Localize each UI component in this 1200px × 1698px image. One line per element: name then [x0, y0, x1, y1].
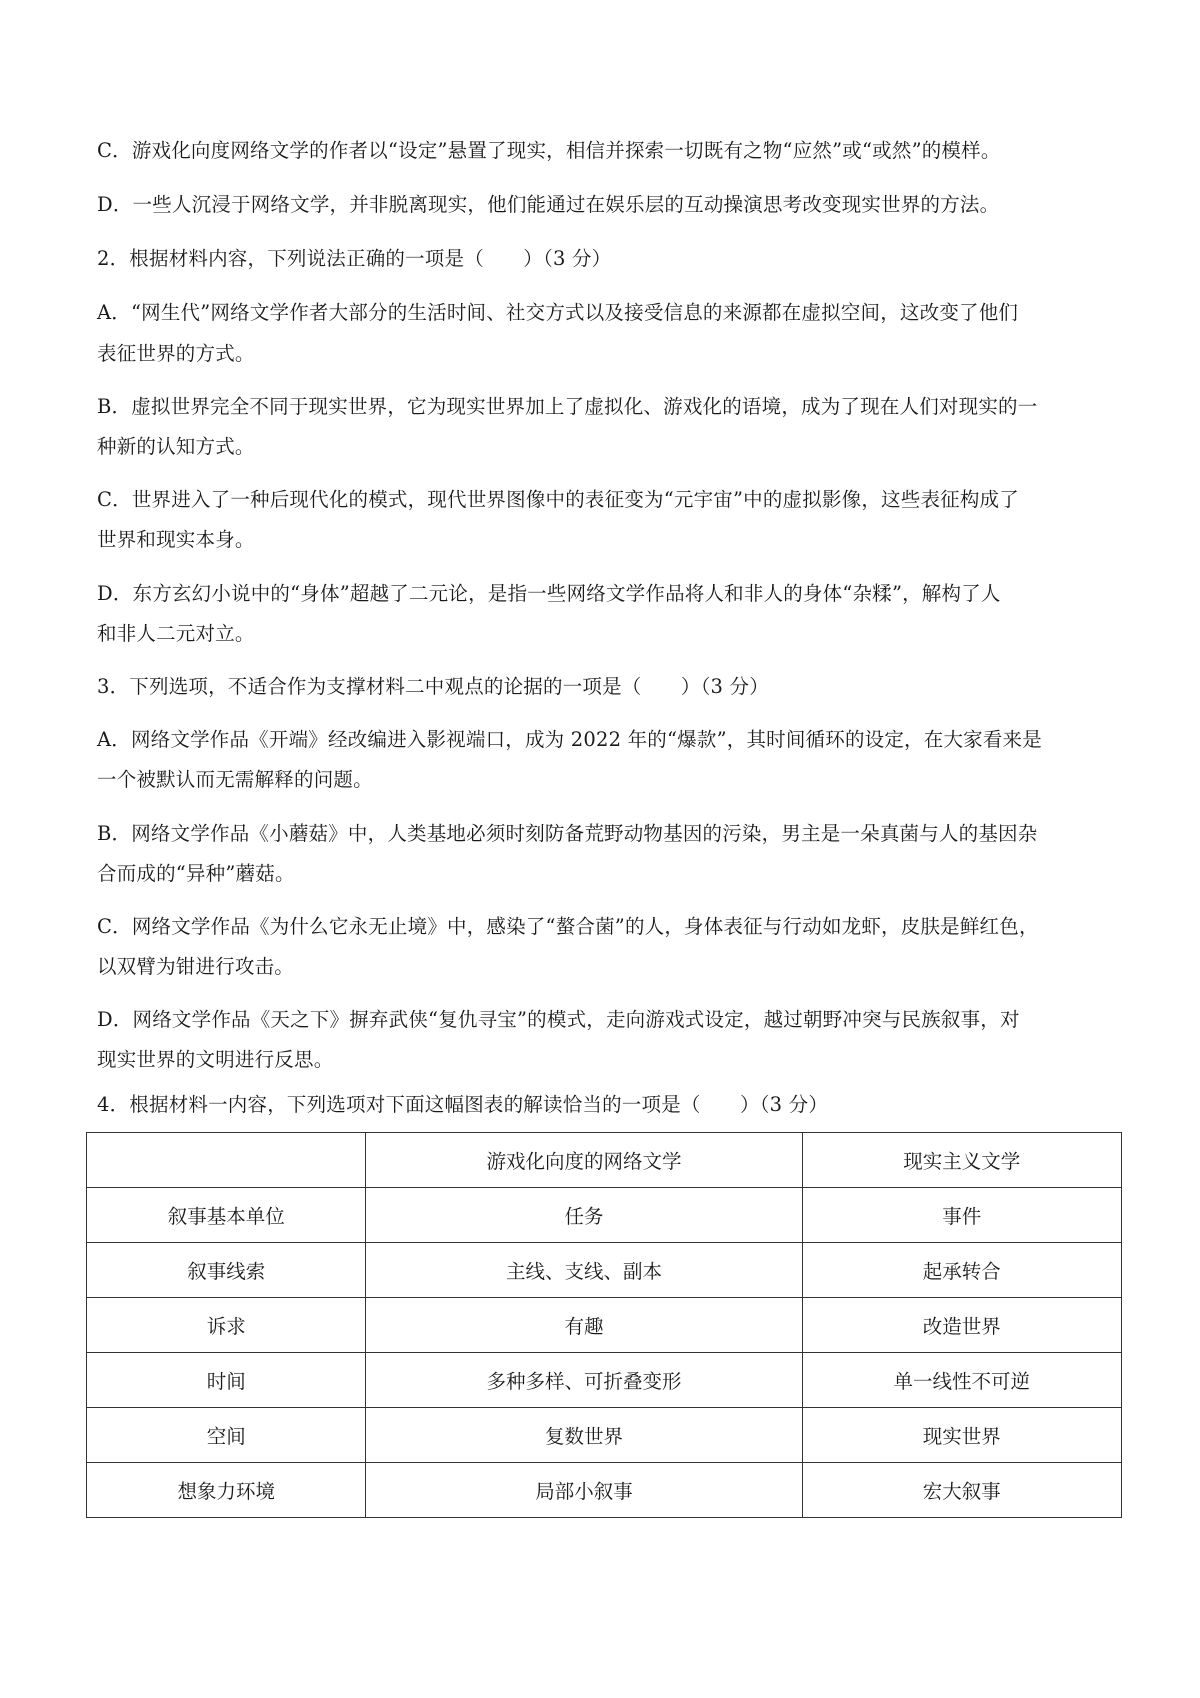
q1-option-d: D．一些人沉浸于网络文学，并非脱离现实，他们能通过在娱乐层的互动操演思考改变现实世界的方法。	[97, 193, 1000, 216]
q3-option-a-line1: A．网络文学作品《开端》经改编进入影视端口，成为 2022 年的“爆款”，其时间循环的设定，在大家看来是	[97, 728, 1042, 751]
q2-option-a-line1: A．“网生代”网络文学作者大部分的生活时间、社交方式以及接受信息的来源都在虚拟空间，这改变了他们	[97, 301, 1019, 324]
q2-option-d-line2: 和非人二元对立。	[97, 622, 255, 645]
table-cell: 局部小叙事	[366, 1463, 802, 1518]
table-cell: 起承转合	[802, 1243, 1121, 1298]
comparison-table	[86, 1132, 1122, 1518]
q2-option-b-line1: B．虚拟世界完全不同于现实世界，它为现实世界加上了虚拟化、游戏化的语境，成为了现在人们对现实的一	[97, 395, 1038, 418]
q3-option-a-line2: 一个被默认而无需解释的问题。	[97, 768, 373, 791]
table-row	[87, 1188, 1122, 1243]
table-cell: 时间	[87, 1353, 366, 1408]
q1-option-c: C．游戏化向度网络文学的作者以“设定”悬置了现实，相信并探索一切既有之物“应然”或“或然”的模样。	[97, 139, 1001, 162]
q2-option-d-line1: D．东方玄幻小说中的“身体”超越了二元论，是指一些网络文学作品将人和非人的身体“杂糅”，解构了人	[97, 582, 1001, 605]
q3-option-b-line2: 合而成的“异种”蘑菇。	[97, 862, 295, 885]
q3-option-b-line1: B．网络文学作品《小蘑菇》中，人类基地必须时刻防备荒野动物基因的污染，男主是一朵真菌与人的基因杂	[97, 822, 1038, 845]
q2-option-c-line1: C．世界进入了一种后现代化的模式，现代世界图像中的表征变为“元宇宙”中的虚拟影像，这些表征构成了	[97, 488, 1019, 511]
table-cell: 主线、支线、副本	[366, 1243, 802, 1298]
table-cell: 多种多样、可折叠变形	[366, 1353, 802, 1408]
table-cell: 想象力环境	[87, 1463, 366, 1518]
table-cell: 叙事基本单位	[87, 1188, 366, 1243]
q2-option-c-line2: 世界和现实本身。	[97, 528, 255, 551]
table-row	[87, 1243, 1122, 1298]
q3-option-c-line2: 以双臂为钳进行攻击。	[97, 955, 295, 978]
q3-option-c-line1: C．网络文学作品《为什么它永无止境》中，感染了“螯合菌”的人，身体表征与行动如龙虾，皮肤是鲜红色，	[97, 915, 1039, 938]
table-cell: 诉求	[87, 1298, 366, 1353]
table-cell: 改造世界	[802, 1298, 1121, 1353]
table-row	[87, 1353, 1122, 1408]
table-cell: 宏大叙事	[802, 1463, 1121, 1518]
table-cell: 空间	[87, 1408, 366, 1463]
table-header-cell: 游戏化向度的网络文学	[366, 1133, 802, 1188]
table-header-cell: 现实主义文学	[802, 1133, 1121, 1188]
table-cell: 单一线性不可逆	[802, 1353, 1121, 1408]
table-cell: 任务	[366, 1188, 802, 1243]
table-row	[87, 1408, 1122, 1463]
table-row	[87, 1463, 1122, 1518]
q3-stem: 3．下列选项，不适合作为支撑材料二中观点的论据的一项是（ ）（3 分）	[97, 675, 769, 698]
q3-option-d-line1: D．网络文学作品《天之下》摒弃武侠“复仇寻宝”的模式，走向游戏式设定，越过朝野冲突与民族叙事，对	[97, 1008, 1020, 1031]
q4-stem: 4．根据材料一内容，下列选项对下面这幅图表的解读恰当的一项是（ ）（3 分）	[97, 1093, 829, 1116]
table-header-row	[87, 1133, 1122, 1188]
q2-option-a-line2: 表征世界的方式。	[97, 342, 255, 365]
table-header-cell	[87, 1133, 366, 1188]
table-row	[87, 1298, 1122, 1353]
q3-option-d-line2: 现实世界的文明进行反思。	[97, 1048, 334, 1071]
table-cell: 叙事线索	[87, 1243, 366, 1298]
table-cell: 复数世界	[366, 1408, 802, 1463]
q2-stem: 2．根据材料内容，下列说法正确的一项是（ ）（3 分）	[97, 247, 612, 270]
table-cell: 事件	[802, 1188, 1121, 1243]
q2-option-b-line2: 种新的认知方式。	[97, 435, 255, 458]
table-cell: 有趣	[366, 1298, 802, 1353]
table-cell: 现实世界	[802, 1408, 1121, 1463]
